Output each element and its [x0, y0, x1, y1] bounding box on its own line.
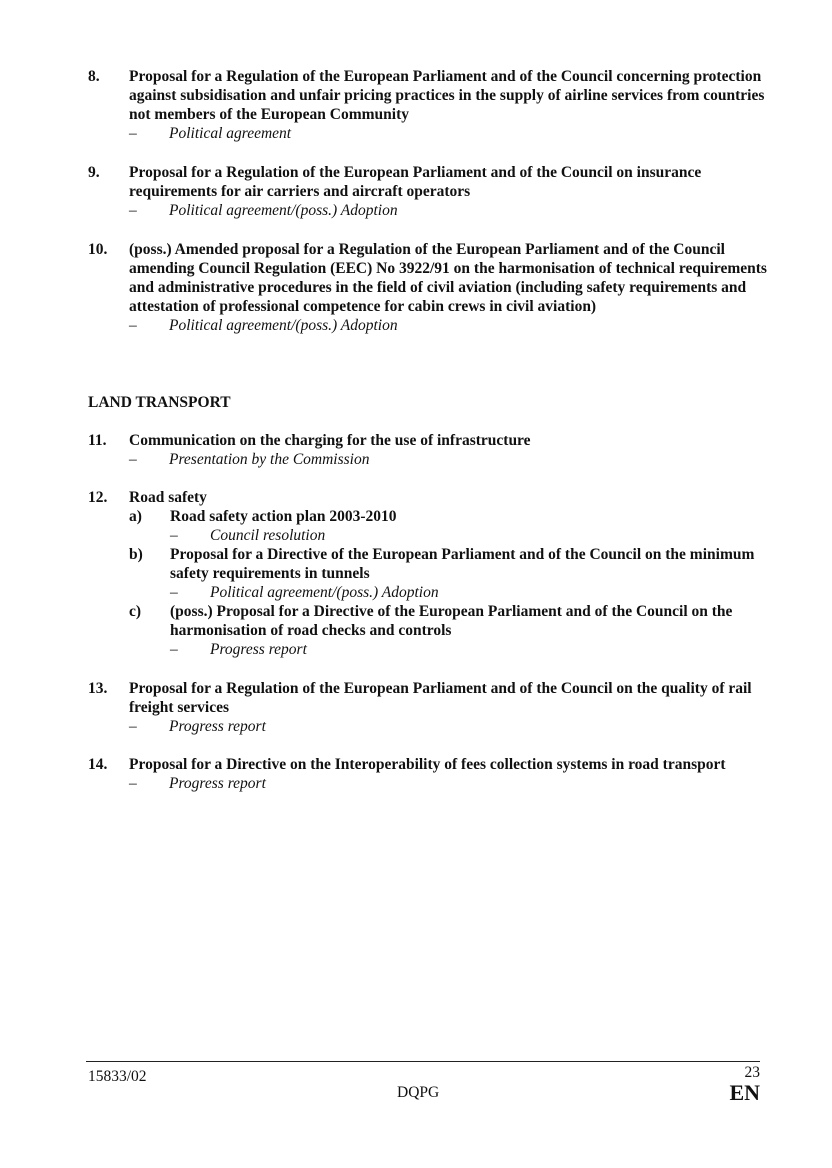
sub-item-title: Road safety action plan 2003-2010 — [170, 508, 397, 525]
sub-item — [129, 545, 768, 602]
item-note: Political agreement/(poss.) Adoption — [169, 202, 398, 219]
agenda-item — [88, 163, 768, 220]
sub-item-note: Political agreement/(poss.) Adoption — [210, 584, 439, 601]
sub-item-title: Proposal for a Directive of the European Parliament and of the Council on the minimum safety requirements in tunnels — [170, 546, 755, 582]
item-note: Progress report — [169, 718, 266, 735]
dash: – — [170, 641, 178, 658]
dash: – — [129, 125, 137, 142]
item-note: Political agreement — [169, 125, 292, 142]
item-note: Presentation by the Commission — [169, 451, 370, 468]
item-title: Proposal for a Regulation of the European Parliament and of the Council on insurance requirements for air carriers and aircraft operators — [129, 164, 702, 200]
agenda-item — [88, 240, 768, 335]
item-title: Communication on the charging for the use of infrastructure — [129, 432, 531, 449]
agenda-item — [88, 755, 768, 793]
page-number: 23 — [744, 1064, 760, 1081]
item-title: Road safety — [129, 489, 207, 506]
item-title: Proposal for a Directive on the Interoperability of fees collection systems in road transport — [129, 756, 726, 773]
dash: – — [170, 584, 178, 601]
section-heading: LAND TRANSPORT — [88, 394, 231, 411]
item-number: 12. — [88, 489, 108, 506]
sub-item — [129, 507, 768, 545]
dash: – — [129, 202, 137, 219]
document-number: 15833/02 — [88, 1068, 147, 1085]
dash: – — [170, 527, 178, 544]
dash: – — [129, 775, 137, 792]
sub-item-letter: a) — [129, 508, 142, 525]
agenda-item — [88, 67, 768, 143]
item-title: (poss.) Amended proposal for a Regulation of the European Parliament and of the Council amending Council Regulation (EEC) No 3922/91 on the harmonisation of technical requirements and administrative procedures in the field of civil aviation (including safety requirements and attestation of professional competence for cabin crews in civil aviation) — [129, 241, 767, 315]
item-number: 8. — [88, 68, 100, 85]
dash: – — [129, 451, 137, 468]
sub-item-note: Progress report — [210, 641, 307, 658]
item-title: Proposal for a Regulation of the European Parliament and of the Council on the quality of rail freight services — [129, 680, 752, 716]
dash: – — [129, 718, 137, 735]
sub-item-title: (poss.) Proposal for a Directive of the European Parliament and of the Council on the harmonisation of road checks and controls — [170, 603, 733, 639]
item-number: 14. — [88, 756, 108, 773]
sub-item-letter: c) — [129, 603, 142, 620]
agenda-item — [88, 488, 768, 659]
agenda-item — [88, 679, 768, 736]
department-code: DQPG — [397, 1084, 440, 1101]
item-number: 11. — [88, 432, 107, 449]
sub-item-letter: b) — [129, 546, 143, 563]
item-note: Progress report — [169, 775, 266, 792]
item-number: 13. — [88, 680, 108, 697]
item-number: 10. — [88, 241, 108, 258]
item-title: Proposal for a Regulation of the European Parliament and of the Council concerning protection against subsidisation and unfair pricing practices in the supply of airline services from countries not members of the European Community — [129, 68, 765, 123]
language-code: EN — [729, 1080, 760, 1105]
item-number: 9. — [88, 164, 100, 181]
item-note: Political agreement/(poss.) Adoption — [169, 317, 398, 334]
sub-item — [129, 602, 768, 659]
dash: – — [129, 317, 137, 334]
footer-divider — [86, 1061, 760, 1062]
agenda-item — [88, 431, 768, 469]
sub-item-note: Council resolution — [210, 527, 326, 544]
